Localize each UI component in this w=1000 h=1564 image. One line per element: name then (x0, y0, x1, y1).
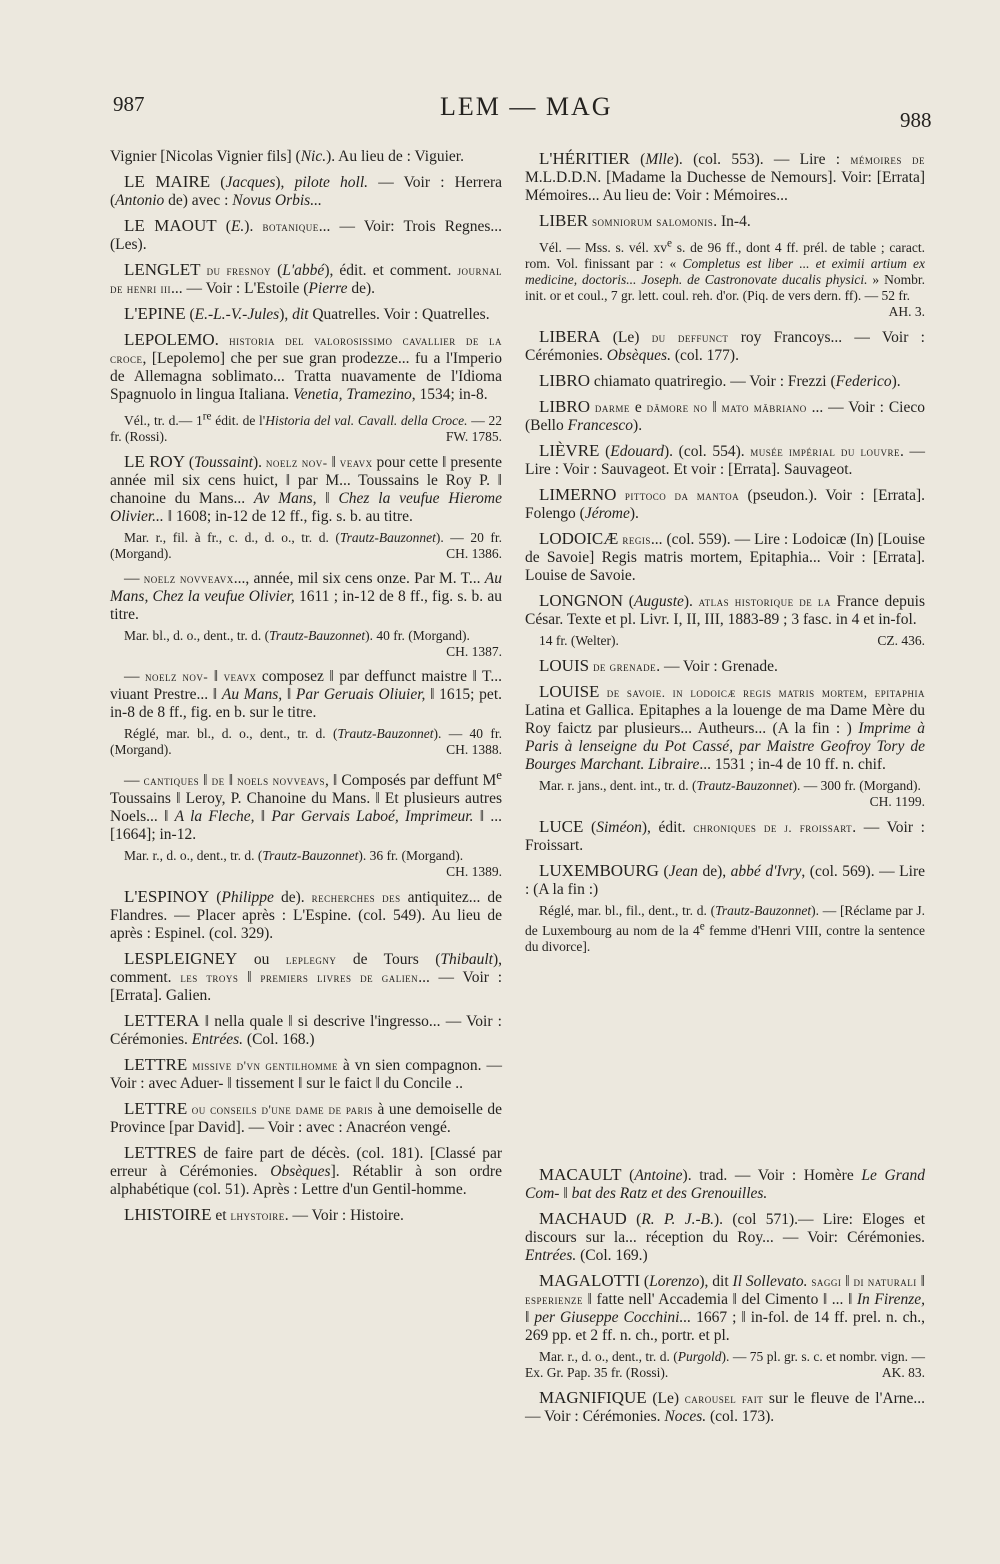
bibliographic-entry: MAGNIFIQUE (Le) carousel fait sur le fleuve de l'Arne... — Voir : Cérémonies. Noces. (col. 173). (525, 1388, 925, 1425)
sale-record (110, 628, 502, 660)
bibliographic-entry: LETTRE missive d'vn gentilhomme à vn sien compagnon. — Voir : avec Aduer- ‖ tissement ‖ sur le faict ‖ du Concile .. (110, 1054, 502, 1092)
bibliographic-entry: LETTRES de faire part de décès. (col. 181). [Classé par erreur à Cérémonies. Obsèques]. Rétablir à son ordre alphabétique (col. 51). Après : Lettre d'un Gentil-homme. (110, 1142, 502, 1198)
bibliographic-entry: LIBRO chiamato quatriregio. — Voir : Frezzi (Federico). (539, 370, 901, 390)
sale-record (525, 633, 925, 649)
bibliographic-entry: LIBRO darme e dāmore no ‖ mato mābriano ... — Voir : Cieco (Bello Francesco). (525, 396, 925, 434)
catalogue-reference: FW. 1785. (445, 428, 502, 444)
bibliographic-entry: MACHAUD (R. P. J.-B.). (col 571).— Lire: Eloges et discours sur la... réception du Roy... — Voir: Cérémonies. Entrées. (Col. 169.) (525, 1209, 925, 1264)
bibliographic-entry: LE MAOUT (E.). botanique... — Voir: Trois Regnes... (Les). (110, 216, 503, 253)
sale-record (525, 778, 925, 810)
bibliographic-entry: LETTRE ou conseils d'une dame de paris à une demoiselle de Province [par David]. — Voir : avec : Anacréon vengé. (110, 1098, 502, 1136)
sale-record-text: Mar. r., d. o., dent., tr. d. (Purgold). — 75 pl. gr. s. c. et nombr. vign. — Ex. Gr. Pap. 35 fr. (Rossi). (525, 1349, 925, 1380)
bibliographic-entry: — cantiques ‖ de ‖ noels novveavs, ‖ Composés par deffunt Me Toussains ‖ Leroy, P. Chanoine du Mans. ‖ Et plusieurs autres Noels... ‖ A la Fleche, ‖ Par Gervais Laboé, Imprimeur. ‖ ... [1664]; in-12. (110, 766, 503, 843)
bibliographic-entry: LIBERA (Le) du deffunct roy Francoys... — Voir : Cérémonies. Obsèques. (col. 177). (525, 326, 925, 364)
sale-record (110, 408, 502, 445)
sale-record (110, 530, 502, 562)
bibliographic-entry: LOUIS de grenade. — Voir : Grenade. (539, 655, 778, 675)
bibliographic-entry: — noelz novveavx..., année, mil six cens onze. Par M. T... Au Mans, Chez la veufue Olivier, 1611 ; in-12 de 8 ff., fig. s. b. au titre. (110, 569, 503, 623)
catalogue-reference: AH. 3. (888, 303, 925, 319)
sale-record-text: Mar. r., fil. à fr., c. d., d. o., tr. d. (Trautz-Bauzonnet). — 20 fr. (Morgand). (110, 529, 502, 561)
bibliographic-entry: LESPLEIGNEY ou leplegny de Tours (Thibault), comment. les troys ‖ premiers livres de galien... — Voir : [Errata]. Galien. (110, 948, 503, 1004)
bibliographic-entry: LETTERA ‖ nella quale ‖ si descrive l'ingresso... — Voir : Cérémonies. Entrées. (Col. 168.) (110, 1010, 502, 1048)
bibliographic-entry: MACAULT (Antoine). trad. — Voir : Homère Le Grand Com- ‖ bat des Ratz et des Grenouilles. (525, 1165, 925, 1202)
running-header: LEM — MAG (440, 92, 613, 121)
bibliographic-entry: LODOICÆ regis... (col. 559). — Lire : Lodoicæ (In) [Louise de Savoie] Regis matris mortem, Epitaphia... Voir : [Errata]. Louise de Savoie. (525, 528, 925, 584)
right-column-lower (525, 1166, 925, 1433)
catalogue-reference: CH. 1388. (446, 741, 502, 757)
bibliographic-entry: LUCE (Siméon), édit. chroniques de j. froissart. — Voir : Froissart. (525, 816, 925, 854)
bibliographic-entry: LE ROY (Toussaint). noelz nov- ‖ veavx pour cette ‖ presente année mil six cens huict, ‖ par M... Toussains le Roy P. ‖ chanoine du Mans... Av Mans, ‖ Chez la veufue Hierome Olivier... ‖ 1608; in-12 de 12 ff., fig. s. b. au titre. (110, 451, 503, 525)
bibliographic-entry: LE MAIRE (Jacques), pilote holl. — Voir : Herrera (Antonio de) avec : Novus Orbis... (110, 172, 502, 209)
bibliographic-entry: LIBER somniorum salomonis. In-4. (539, 211, 751, 230)
bibliographic-entry: L'HÉRITIER (Mlle). (col. 553). — Lire : mémoires de M.L.D.D.N. [Madame la Duchesse de Nemours]. Voir: [Errata] Mémoires... Au lieu de: Voir : Mémoires... (525, 149, 925, 204)
bibliographic-entry: L'EPINE (E.-L.-V.-Jules), dit Quatrelles. Voir : Quatrelles. (124, 304, 490, 323)
bibliographic-entry: LOUISE de savoie. in lodoicæ regis matris mortem, epitaphia Latina et Gallica. Epitaphes a la louenge de ma Dame Mère du Roy faictz par plusieurs... Autheurs... (A la fin : ) Imprime à Paris à lenseigne du Pot Cassé, par Maistre Geofroy Tory de Bourges Marchant. Libraire... 1531 ; in-4 de 10 ff. n. chif. (525, 681, 925, 773)
bibliographic-entry: LONGNON (Auguste). atlas historique de la France depuis César. Texte et pl. Livr. I, II, III, 1883-89 ; 3 fasc. in 4 et in-fol. (525, 590, 925, 628)
catalogue-reference: CH. 1387. (446, 643, 502, 659)
catalogue-reference: CH. 1199. (869, 793, 925, 809)
sale-record (525, 235, 925, 320)
catalogue-reference: CZ. 436. (877, 632, 925, 648)
sale-record (525, 1349, 925, 1381)
sale-record-text: Mar. r. jans., dent. int., tr. d. (Trautz-Bauzonnet). — 300 fr. (Morgand). (539, 777, 921, 793)
column-number-left: 987 (113, 92, 145, 116)
bibliographic-entry: Vignier [Nicolas Vignier fils] (Nic.). Au lieu de : Viguier. (110, 148, 464, 165)
sale-record-text: Mar. bl., d. o., dent., tr. d. (Trautz-Bauzonnet). 40 fr. (Morgand). (124, 627, 470, 643)
catalogue-reference: CH. 1389. (446, 863, 502, 879)
bibliographic-entry: L'ESPINOY (Philippe de). recherches des antiquitez... de Flandres. — Placer après : L'Espine. (col. 549). Au lieu de après : Espinel. (col. 329). (110, 886, 503, 942)
bibliographic-entry: — noelz nov- ‖ veavx composez ‖ par deffunct maistre ‖ T... viuant Prestre... ‖ Au Mans, ‖ Par Geruais Oliuier, ‖ 1615; pet. in-8 de 8 ff., fig. en b. sur le titre. (110, 667, 503, 721)
sale-record-text: Réglé, mar. bl., fil., dent., tr. d. (Trautz-Bauzonnet). — [Réclame par J. de Luxembourg au nom de la 4e femme d'Henri VIII, contre la sentence du divorce]. (525, 902, 925, 954)
sale-record-text: 14 fr. (Welter). (539, 632, 619, 648)
bibliographic-entry: LIMERNO pittoco da mantoa (pseudon.). Voir : [Errata]. Folengo (Jérome). (525, 484, 926, 522)
sale-record (525, 903, 925, 956)
sale-record-text: Mar. r., d. o., dent., tr. d. (Trautz-Bauzonnet). 36 fr. (Morgand). (124, 847, 464, 863)
catalogue-reference: CH. 1386. (446, 545, 502, 561)
bibliographic-entry: LUXEMBOURG (Jean de), abbé d'Ivry, (col. 569). — Lire : (A la fin :) (525, 860, 925, 898)
bibliographic-entry: MAGALOTTI (Lorenzo), dit Il Sollevato. saggi ‖ di naturali ‖ esperienze ‖ fatte nell' Accademia ‖ del Cimento ‖ ... ‖ In Firenze, ‖ per Giuseppe Cocchini... 1667 ; ‖ in-fol. de 14 ff. prel. n. ch., 269 pp. et 2 ff. n. ch., portr. et pl. (525, 1271, 926, 1344)
bibliographic-entry: LENGLET du fresnoy (L'abbé), édit. et comment. journal de henri iii... — Voir : L'Estoile (Pierre de). (110, 260, 502, 297)
catalogue-reference: AK. 83. (881, 1365, 925, 1380)
sale-record-text: Réglé, mar. bl., d. o., dent., tr. d. (Trautz-Bauzonnet). — 40 fr. (Morgand). (110, 725, 502, 757)
bibliographic-entry: LIÈVRE (Edouard). (col. 554). musée impérial du louvre. — Lire : Voir : Sauvageot. Et voir : [Errata]. Sauvageot. (525, 440, 926, 478)
sale-record-text: Vél., tr. d.— 1re édit. de l'Historia del val. Cavall. della Croce. — 22 fr. (Rossi). (110, 410, 503, 444)
column-number-right: 988 (900, 108, 932, 132)
left-column (110, 148, 502, 1232)
bibliographic-entry: LHISTOIRE et lhystoire. — Voir : Histoire. (124, 1204, 404, 1224)
sale-record-text: Vél. — Mss. s. vél. $xv^e$ s. de 96 ff., dont 4 ff. prél. de table ; caract. rom. Vol. finissant par : « Completus est liber ... et eximii artium ex medicine, doctoris... Joseph. de Castronovate ducalis physici. » Nombr. init. or et coul., 7 gr. lett. coul. reh. d'or. (Piq. de vers dern. ff). — 52 fr. (525, 237, 926, 303)
bibliographic-entry: LEPOLEMO. historia del valorosissimo cavallier de la croce, [Lepolemo] che per sue gran prodezze... fu a l'Imperio de Allemagna soblimato... Tratta nuavamente de l'Idioma Spagnuolo in lingua Italiana. Venetia, Tramezino, 1534; in-8. (110, 330, 503, 403)
sale-record (110, 848, 502, 880)
sale-record (110, 726, 502, 758)
right-column (525, 150, 925, 963)
